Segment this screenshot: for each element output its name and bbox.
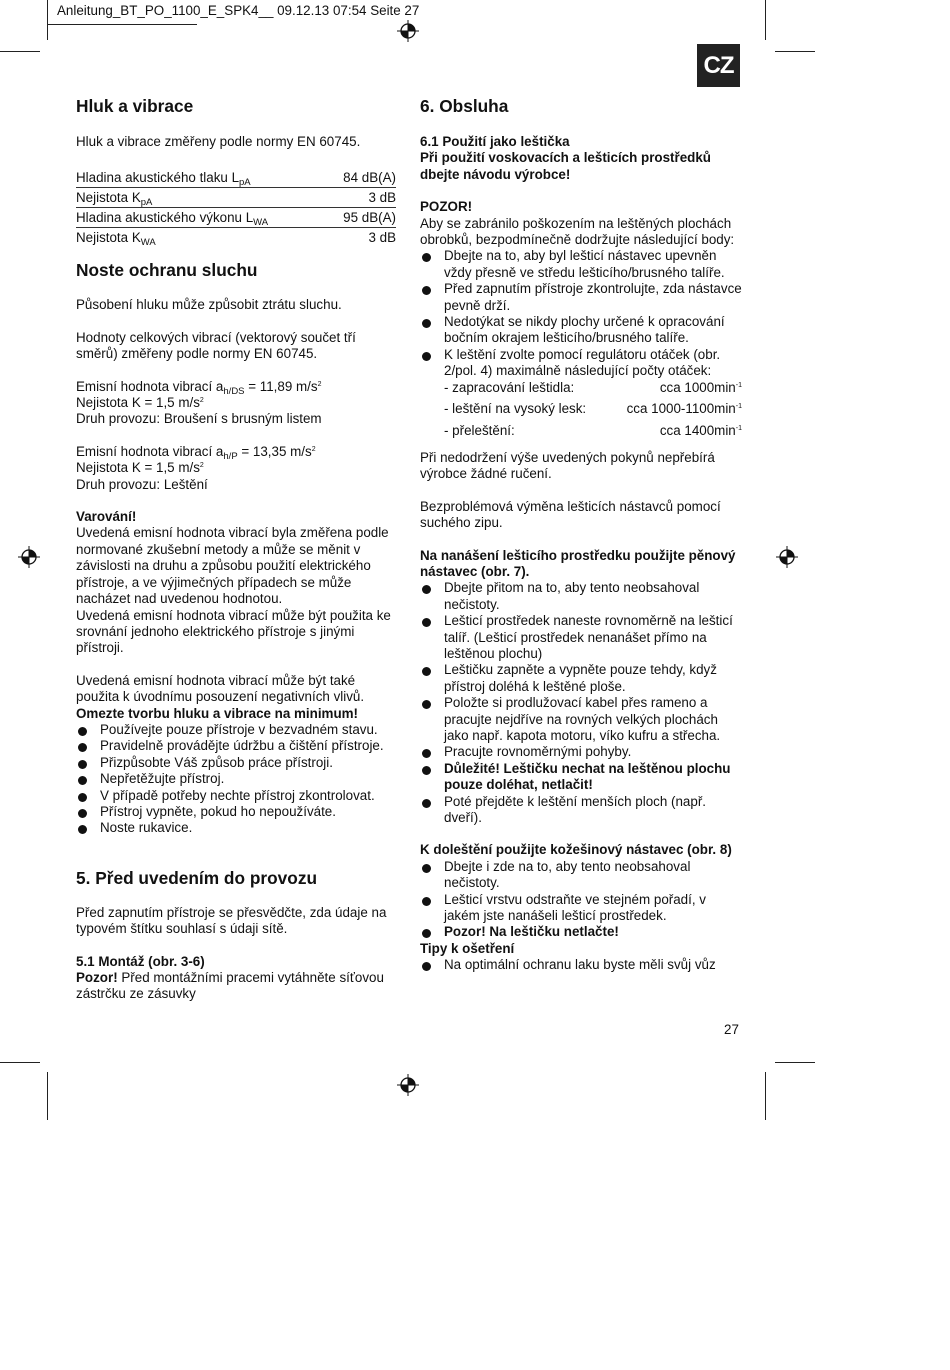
speed-list (420, 380, 742, 439)
left-column (76, 96, 398, 1003)
assembly-title: 5.1 Montáž (obr. 3-6) (76, 953, 205, 969)
list-item: K leštění zvolte pomocí regulátoru otáček (obr. 2/pol. 4) maximálně následující počty otáček: (420, 347, 742, 380)
speed-value: cca $1000-1100\min^{-1}$ (626, 401, 742, 417)
speed-row (420, 423, 742, 439)
crop-mark (765, 1072, 766, 1120)
list-item: Položte si prodlužovací kabel přes rameno a pracujte nejdříve na rovných velkých plochách jako např. kapota motoru, víko kufru a střecha. (420, 695, 742, 744)
care-list (420, 957, 742, 973)
paragraph-loss: Působení hluku může způsobit ztrátu sluchu. (76, 297, 342, 313)
table-row (76, 188, 396, 208)
table-label-sub: WA (140, 237, 156, 249)
list-item: Nepřetěžujte přístroj. (76, 771, 398, 787)
list-item: Lešticí vrstvu odstraňte ve stejném pořadí, v jakém jste nanášeli lešticí prostředek. (420, 892, 742, 925)
speed-value: cca $1000\min^{-1}$ (659, 379, 742, 395)
list-item: Pravidelně provádějte údržbu a čištění přístroje. (76, 738, 398, 754)
leather-list (420, 859, 742, 941)
speed-row (420, 380, 742, 396)
right-column (420, 96, 742, 974)
list-item: Dbejte i zde na to, aby tento neobsahoval nečistoty. (420, 859, 742, 892)
table-label: Hladina akustického tlaku L (76, 170, 240, 186)
table-label: Nejistota K (76, 190, 141, 206)
table-row (76, 208, 396, 228)
uncertainty-2: Nejistota K = 1,5 $m/s^2$ (76, 460, 204, 476)
caution-paragraph: Aby se zabránilo poškozením na leštěných plochách obrobků, bezpodmínečně dodržujte následující body: (420, 215, 735, 248)
limit-title: Omezte tvorbu hluku a vibrace na minimum! (76, 705, 359, 721)
operation-mode-2: Druh provozu: Leštění (76, 476, 208, 492)
leather-title: K doleštění použijte kožešinový nástavec (obr. 8) (420, 842, 732, 858)
warning-paragraph-1: Uvedená emisní hodnota vibrací byla změřena podle normované zkušební metody a může se měnit v závislosti na druhu a způsobu použití elektrického přístroje, a ve výjimečných případech se může nacházet nad uvedenou hodnotou. (76, 525, 389, 607)
table-label-sub: pA (239, 177, 251, 189)
crop-mark (0, 1062, 40, 1063)
registration-mark-icon (18, 546, 40, 568)
assembly-paragraph: Pozor! Před montážními pracemi vytáhněte síťovou zástrčku ze zásuvky (76, 970, 384, 1002)
paragraph-assessment: Uvedená emisní hodnota vibrací může být také použita k úvodnímu posouzení negativních vlivů. (76, 672, 365, 705)
paragraph-before-use: Před zapnutím přístroje se přesvědčte, zda údaje na typovém štítku souhlasí s údaji sítě. (76, 904, 387, 937)
operation-mode-1: Druh provozu: Broušení s brusným listem (76, 411, 322, 427)
section-title-operation: 6. Obsluha (420, 96, 509, 116)
warning-paragraph-2: Uvedená emisní hodnota vibrací může být použita ke srovnání jednoho elektrického přístroje s jinými přístroji. (76, 607, 391, 656)
tips-list (76, 722, 398, 837)
table-value: 95 dB(A) (327, 208, 396, 228)
table-value: 84 dB(A) (327, 168, 396, 188)
vibration-value-2: Emisní hodnota vibrací $a_{h/P} = 13,35$ $m/s^2$ (76, 443, 316, 462)
speed-value: cca $1400\min^{-1}$ (659, 422, 742, 438)
paragraph-liability: Při nedodržení výše uvedených pokynů nepřebírá výrobce žádné ručení. (420, 449, 715, 482)
uncertainty-1: Nejistota K = 1,5 $m/s^2$ (76, 395, 204, 411)
list-item: Přístroj vypněte, pokud ho nepoužíváte. (76, 804, 398, 820)
vibration-value-1: Emisní hodnota vibrací $a_{h/DS} = 11,89$ $m/s^2$ (76, 378, 322, 397)
list-item: Dbejte přitom na to, aby tento neobsahoval nečistoty. (420, 580, 742, 613)
crop-mark (47, 1072, 48, 1120)
registration-mark-icon (776, 546, 798, 568)
list-item: Přizpůsobte Váš způsob práce přístroji. (76, 755, 398, 771)
crop-mark (765, 0, 766, 40)
table-label-sub: WA (253, 217, 269, 229)
noise-table (76, 168, 396, 247)
speed-label: - přeleštění: (444, 422, 515, 438)
crop-mark (47, 0, 48, 40)
warning-title: Varování! (76, 509, 137, 525)
paragraph-measured: Hluk a vibrace změřeny podle normy EN 60745. (76, 134, 361, 149)
list-item: Důležité! Leštičku nechat na leštěnou plochu pouze doléhat, netlačit! (420, 761, 742, 794)
list-item: Na optimální ochranu laku byste měli svůj vůz (420, 957, 742, 973)
section-title-noise: Hluk a vibrace (76, 96, 194, 116)
table-row (76, 228, 396, 248)
registration-mark-icon (397, 1074, 419, 1096)
registration-mark-icon (397, 20, 419, 42)
wax-note: Při použití voskovacích a lešticích prostředků dbejte návodu výrobce! (420, 150, 711, 182)
list-item: Leštičku zapněte a vypněte pouze tehdy, když přístroj doléhá k leštěné ploše. (420, 662, 742, 695)
speed-row (420, 401, 742, 417)
table-row (76, 168, 396, 188)
crop-mark (775, 1062, 815, 1063)
section-title-hearing: Noste ochranu sluchu (76, 260, 258, 281)
list-item: V případě potřeby nechte přístroj zkontrolovat. (76, 788, 398, 804)
table-value: 3 dB (327, 188, 396, 208)
list-item: Před zapnutím přístroje zkontrolujte, zda nástavce pevně drží. (420, 281, 742, 314)
care-title: Tipy k ošetření (420, 940, 515, 956)
caution-title: POZOR! (420, 199, 473, 215)
header-frame-bottom (47, 24, 197, 25)
list-item: Lešticí prostředek naneste rovnoměrně na lešticí talíř. (Lešticí prostředek nenanášet přímo na leštěnou plochu) (420, 613, 742, 662)
table-label: Nejistota K (76, 230, 141, 246)
table-value: 3 dB (368, 230, 396, 246)
speed-label: - leštění na vysoký lesk: (444, 401, 587, 417)
crop-mark (775, 51, 815, 52)
language-badge: CZ (697, 44, 740, 87)
list-item: Noste rukavice. (76, 820, 398, 836)
list-item: Pozor! Na leštičku netlačte! (420, 924, 742, 940)
list-item: Poté přejděte k leštění menších ploch (např. dveří). (420, 794, 742, 827)
list-item: Používejte pouze přístroje v bezvadném stavu. (76, 722, 398, 738)
caution-list (420, 248, 742, 379)
foam-list (420, 580, 742, 826)
paragraph-velcro: Bezproblémová výměna lešticích nástavců pomocí suchého zipu. (420, 498, 721, 531)
list-item: Nedotýkat se nikdy plochy určené k opracování bočním okrajem lešticího/brusného talíře. (420, 314, 742, 347)
list-item: Dbejte na to, aby byl lešticí nástavec upevněn vždy přesně ve středu lešticího/brusného talíře. (420, 248, 742, 281)
foam-title: Na nanášení lešticího prostředku použijte pěnový nástavec (obr. 7). (420, 547, 736, 579)
page-number: 27 (724, 1022, 739, 1037)
table-label: Hladina akustického výkonu L (76, 210, 254, 226)
print-header: Anleitung_BT_PO_1100_E_SPK4__ 09.12.13 07:54 Seite 27 (57, 3, 423, 19)
speed-label: - zapracování leštidla: (444, 379, 575, 395)
list-item: Pracujte rovnoměrnými pohyby. (420, 744, 742, 760)
subsection-polisher: 6.1 Použití jako leštička (420, 134, 570, 149)
table-label-sub: pA (140, 197, 153, 209)
paragraph-vibration-total: Hodnoty celkových vibrací (vektorový součet tří směrů) změřeny podle normy EN 60745. (76, 329, 356, 362)
crop-mark (0, 51, 40, 52)
section-title-before-use: 5. Před uvedením do provozu (76, 867, 318, 888)
assembly-caution: Pozor! (76, 970, 118, 985)
